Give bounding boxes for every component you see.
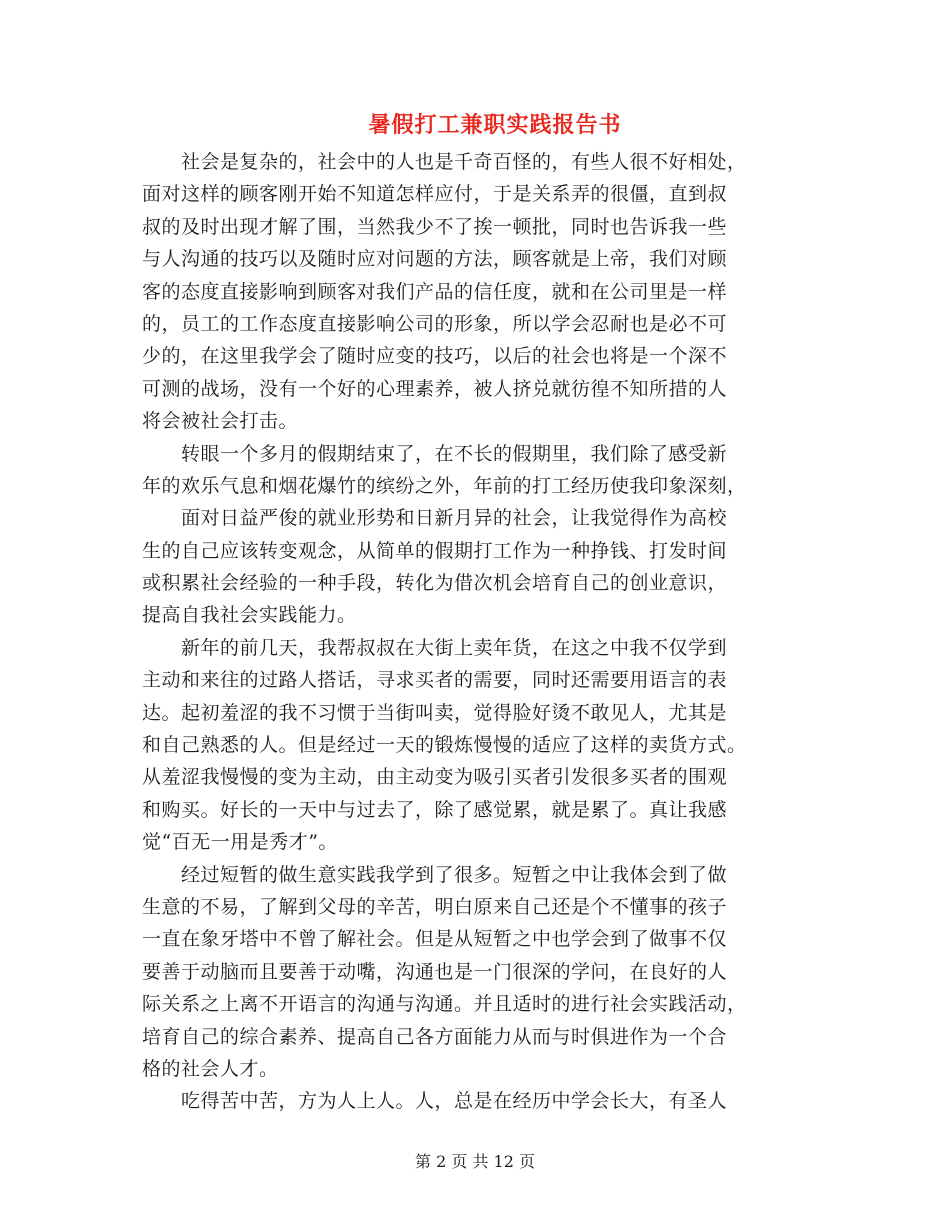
text-line: 面对这样的顾客刚开始不知道怎样应付，于是关系弄的很僵，直到叔 [142,183,728,206]
text-line: 要善于动脑而且要善于动嘴，沟通也是一门很深的学问，在良好的人 [142,960,728,983]
text-line: 际关系之上离不开语言的沟通与沟通。并且适时的进行社会实践活动， [142,993,747,1016]
text-line: 年的欢乐气息和烟花爆竹的缤纷之外，年前的打工经历使我印象深刻， [142,474,747,497]
text-line: 提高自我社会实践能力。 [142,604,357,627]
text-line: 达。起初羞涩的我不习惯于当街叫卖，觉得脸好烫不敢见人，尤其是 [142,701,728,724]
text-line: 将会被社会打击。 [142,410,299,433]
text-line: 可测的战场，没有一个好的心理素养，被人挤兑就彷徨不知所措的人 [142,377,728,400]
text-line: 经过短暂的做生意实践我学到了很多。短暂之中让我体会到了做 [142,863,728,886]
text-line: 客的态度直接影响到顾客对我们产品的信任度，就和在公司里是一样 [142,280,728,303]
text-line: 从羞涩我慢慢的变为主动，由主动变为吸引买者引发很多买者的围观 [142,766,728,789]
text-line: 生的自己应该转变观念，从简单的假期打工作为一种挣钱、打发时间 [142,539,728,562]
text-line: 生意的不易，了解到父母的辛苦，明白原来自己还是个不懂事的孩子 [142,895,728,918]
text-line: 叔的及时出现才解了围，当然我少不了挨一顿批，同时也告诉我一些 [142,215,728,238]
text-line: 或积累社会经验的一种手段，转化为借次机会培育自己的创业意识， [142,572,728,595]
text-line: 吃得苦中苦，方为人上人。人，总是在经历中学会长大，有圣人 [142,1090,728,1113]
document-title: 暑假打工兼职实践报告书 [368,112,622,138]
text-line: 与人沟通的技巧以及随时应对问题的方法，顾客就是上帝，我们对顾 [142,248,728,271]
text-line: 的，员工的工作态度直接影响公司的形象，所以学会忍耐也是必不可 [142,312,728,335]
text-line: 格的社会人才。 [142,1057,279,1080]
text-line: 社会是复杂的，社会中的人也是千奇百怪的，有些人很不好相处， [142,151,747,173]
text-line: 主动和来往的过路人搭话，寻求买者的需要，同时还需要用语言的表 [142,669,728,692]
text-line: 新年的前几天，我帮叔叔在大街上卖年货，在这之中我不仅学到 [142,636,728,659]
text-line: 少的，在这里我学会了随时应变的技巧，以后的社会也将是一个深不 [142,345,728,368]
text-line: 一直在象牙塔中不曾了解社会。但是从短暂之中也学会到了做事不仅 [142,928,728,951]
text-line: 觉“百无一用是秀才”。 [142,831,338,854]
text-line: 面对日益严俊的就业形势和日新月异的社会，让我觉得作为高校 [142,507,728,530]
text-line: 培育自己的综合素养、提高自己各方面能力从而与时俱进作为一个合 [142,1025,728,1048]
text-line: 和购买。好长的一天中与过去了，除了感觉累，就是累了。真让我感 [142,798,728,821]
text-line: 和自己熟悉的人。但是经过一天的锻炼慢慢的适应了这样的卖货方式。 [142,734,747,757]
document-body [142,146,802,1118]
page-footer: 第 2 页 共 12 页 [415,1152,535,1171]
text-line: 转眼一个多月的假期结束了，在不长的假期里，我们除了感受新 [142,442,728,465]
